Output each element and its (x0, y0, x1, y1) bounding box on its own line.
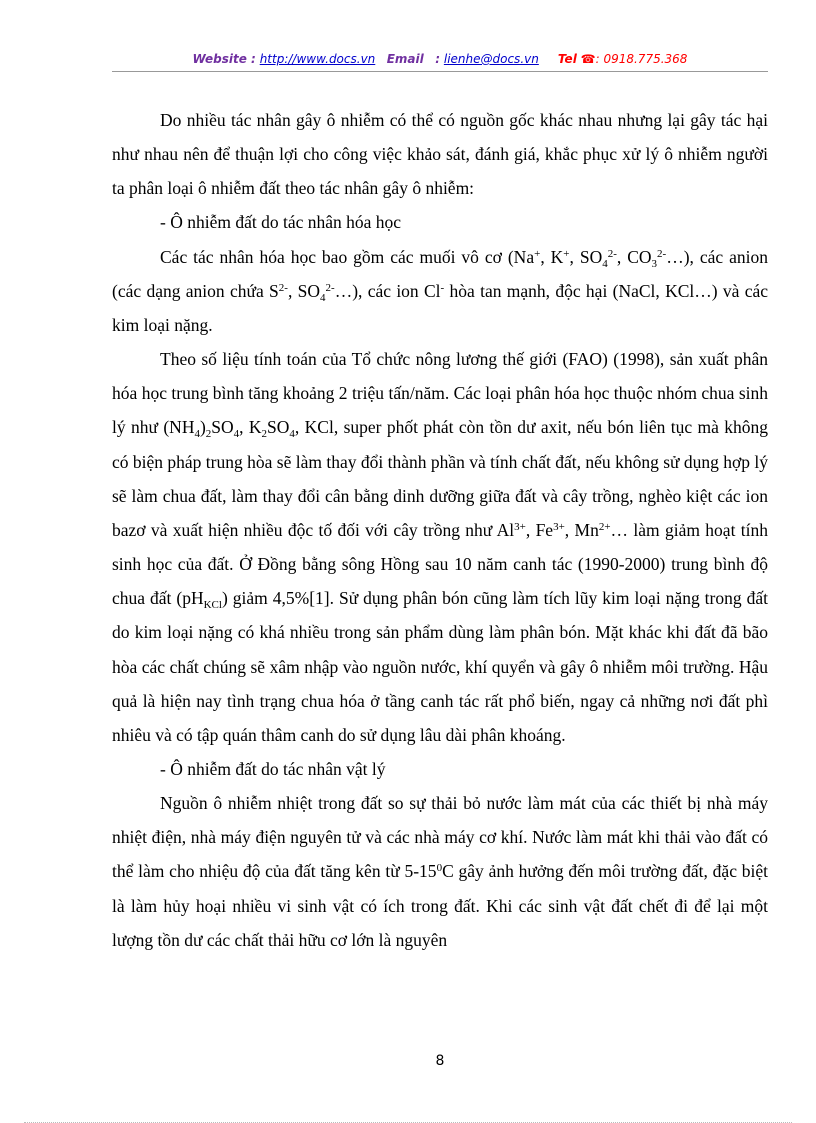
email-link[interactable]: lienhe@docs.vn (443, 52, 539, 66)
email-label: Email (386, 52, 424, 66)
paragraph-fao-fertilizer: Theo số liệu tính toán của Tổ chức nông lương thế giới (FAO) (1998), sản xuất phân hóa học trung bình tăng khoảng 2 triệu tấn/năm. Các loại phân hóa học thuộc nhóm chua sinh lý như $(NH_4)_2SO_4$, $K_2SO_4$, KCl, super phốt phát còn tồn dư axit, nếu bón liên tục mà không có biện pháp trung hòa sẽ làm thay đổi thành phần và tính chất đất, nếu không sử dụng hợp lý sẽ làm chua đất, làm thay đổi cân bằng dinh dưỡng giữa đất và cây trồng, nghèo kiệt các ion bazơ và xuất hiện nhiều độc tố đối với cây trồng như $Al^{3+}$, $Fe^{3+}$, $Mn^{2+}\dots$ làm giảm hoạt tính sinh học của đất. Ở Đồng bằng sông Hồng sau 10 năm canh tác (1990-2000) trung bình độ chua đất $(pH_{KCl})$ giảm 4,5%[1]. Sử dụng phân bón cũng làm tích lũy kim loại nặng trong đất do kim loại nặng có khá nhiều trong sản phẩm dùng làm phân bón. Mặt khác khi đất đã bão hòa các chất chúng sẽ xâm nhập vào nguồn nước, khí quyển và gây ô nhiễm môi trường. Hậu quả là hiện nay tình trạng chua hóa ở tầng canh tác rất phổ biến, ngay cả những nơi đất phì nhiêu và có tập quán thâm canh do sử dụng lâu dài phân khoáng. (112, 349, 768, 745)
document-body (112, 103, 768, 957)
website-link[interactable]: http://www.docs.vn (259, 52, 376, 66)
phone-icon: ☎ (580, 52, 596, 66)
tel-label: Tel (557, 52, 577, 66)
email-separator: : (435, 52, 441, 66)
paragraph-intro: Do nhiều tác nhân gây ô nhiễm có thể có nguồn gốc khác nhau nhưng lại gây tác hại như nhau nên để thuận lợi cho công việc khảo sát, đánh giá, khắc phục xử lý ô nhiễm người ta phân loại ô nhiễm đất theo tác nhân gây ô nhiễm: (112, 110, 768, 199)
website-label: Website : (192, 52, 256, 66)
section-heading-physical: - Ô nhiễm đất do tác nhân vật lý (160, 758, 386, 779)
section-heading-chemical: - Ô nhiễm đất do tác nhân hóa học (160, 212, 402, 233)
page-header (112, 50, 768, 68)
paragraph-thermal-pollution: Nguồn ô nhiễm nhiệt trong đất so sự thải bỏ nước làm mát của các thiết bị nhà máy nhiệt điện, nhà máy điện nguyên tử và các nhà máy cơ khí. Nước làm mát khi thải vào đất có thể làm cho nhiệu độ của đất tăng kên từ $5-15^0C$ gây ảnh hưởng đến môi trường đất, đặc biệt là làm hủy hoại nhiều vi sinh vật có ích trong đất. Khi các sinh vật đất chết đi để lại một lượng tồn dư các chất thải hữu cơ lớn là nguyên (112, 793, 768, 950)
page-number: 8 (435, 1053, 445, 1069)
header-rule (112, 71, 768, 72)
tel-number: : 0918.775.368 (595, 52, 688, 66)
paragraph-chemical-agents: Các tác nhân hóa học bao gồm các muối vô cơ (Na+, K+, $SO_4^{2-}$, $CO_3^{2-}\dots$), các anion (các dạng anion chứa $S^{2-}$, $SO_4^{2-}\dots$), các ion Cl- hòa tan mạnh, độc hại (NaCl, KCl…) và các kim loại nặng. (112, 246, 769, 335)
